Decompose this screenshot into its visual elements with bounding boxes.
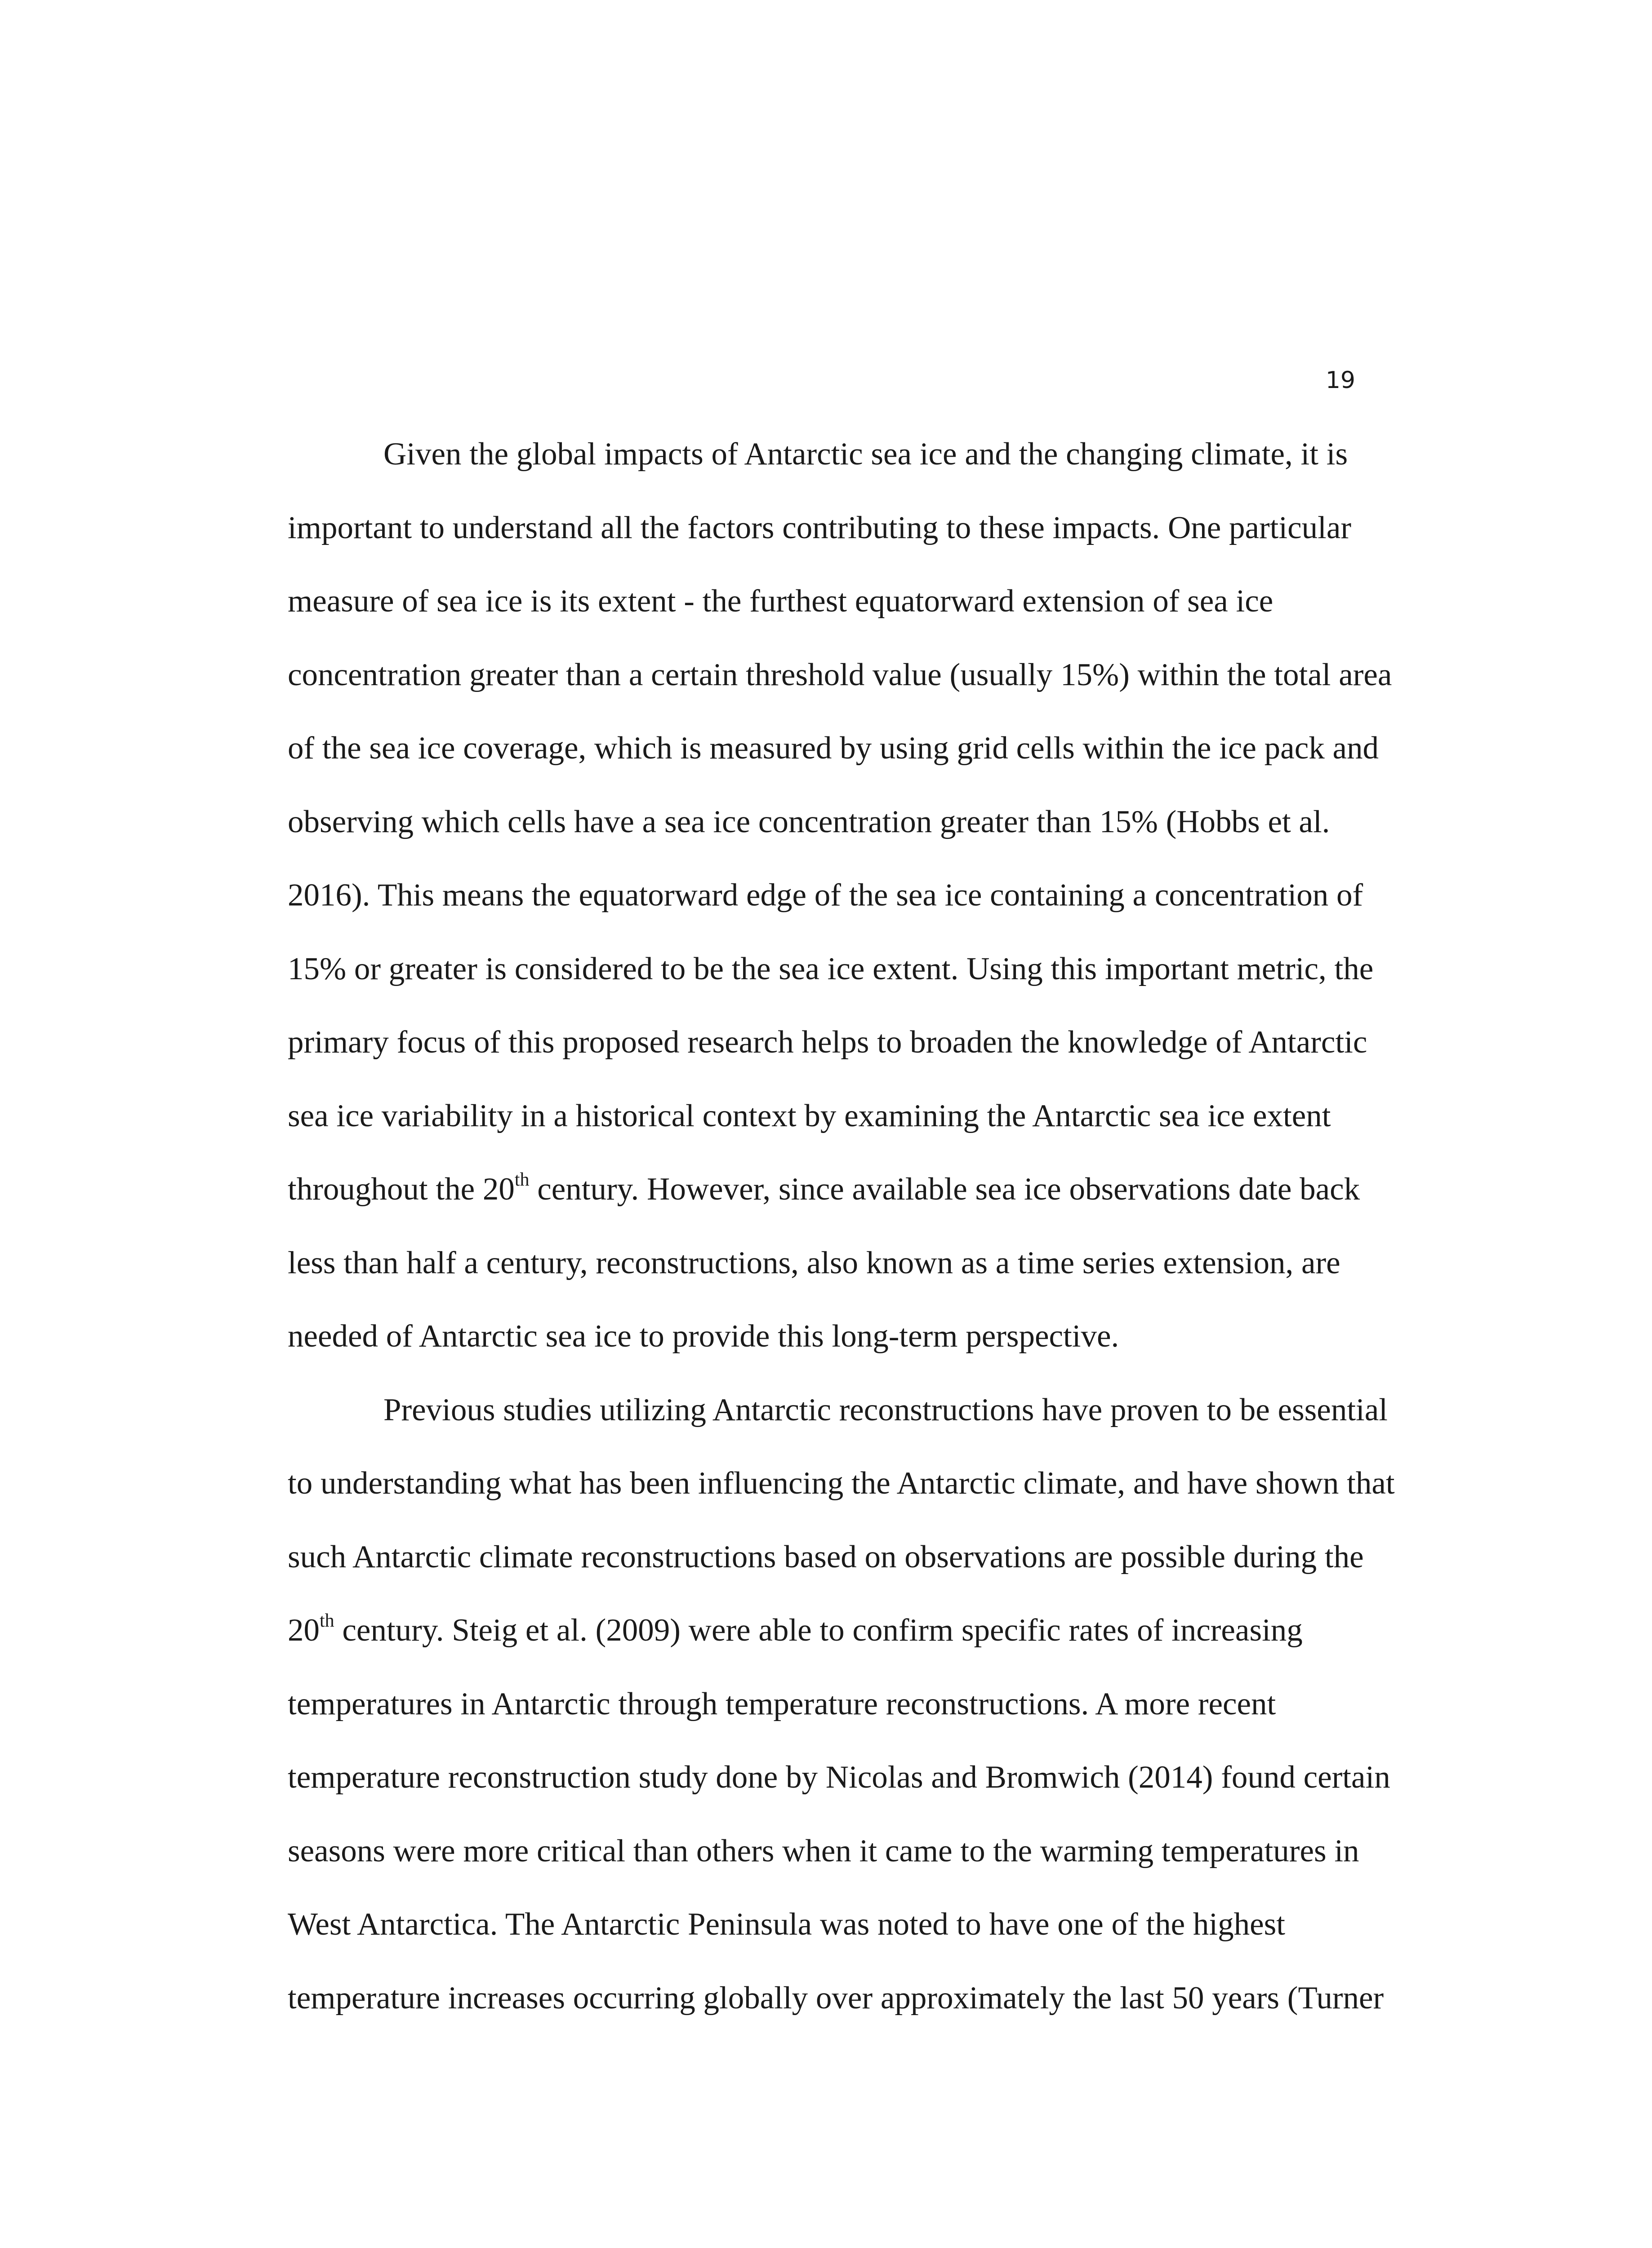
body-text	[288, 434, 1403, 2051]
text-line: less than half a century, reconstructions, also known as a time series extension, are	[288, 1245, 1340, 1280]
text-line: temperature increases occurring globally over approximately the last 50 years (Turner	[288, 1980, 1384, 2016]
text-line: needed of Antarctic sea ice to provide this long-term perspective.	[288, 1319, 1119, 1354]
paragraph-2	[288, 1390, 1403, 2052]
text-line	[288, 1169, 1403, 1243]
text-line: important to understand all the factors contributing to these impacts. One particular	[288, 510, 1351, 545]
text-line: 2016). This means the equatorward edge of the sea ice containing a concentration of	[288, 878, 1363, 913]
page-number: 19	[1325, 367, 1355, 394]
superscript: th	[320, 1610, 334, 1632]
text-run: throughout the 20	[288, 1172, 515, 1207]
text-line: sea ice variability in a historical context by examining the Antarctic sea ice extent	[288, 1098, 1331, 1133]
text-line: temperatures in Antarctic through temperature reconstructions. A more recent	[288, 1686, 1276, 1722]
text-line: of the sea ice coverage, which is measured by using grid cells within the ice pack and	[288, 731, 1379, 766]
paragraph-1	[288, 434, 1403, 1390]
text-line: primary focus of this proposed research helps to broaden the knowledge of Antarctic	[288, 1025, 1367, 1060]
text-line: West Antarctica. The Antarctic Peninsula was noted to have one of the highest	[288, 1907, 1285, 1942]
text-line: observing which cells have a sea ice concentration greater than 15% (Hobbs et al.	[288, 804, 1330, 839]
text-line: concentration greater than a certain threshold value (usually 15%) within the total area	[288, 657, 1392, 692]
text-run: century. However, since available sea ice observations date back	[529, 1172, 1360, 1207]
text-run: century. Steig et al. (2009) were able to confirm specific rates of increasing	[334, 1613, 1303, 1648]
text-line: measure of sea ice is its extent - the furthest equatorward extension of sea ice	[288, 584, 1274, 619]
text-line: Previous studies utilizing Antarctic reconstructions have proven to be essential	[383, 1392, 1388, 1427]
text-line	[288, 1610, 1403, 1684]
text-line: Given the global impacts of Antarctic sea ice and the changing climate, it is	[383, 437, 1348, 472]
text-line: such Antarctic climate reconstructions based on observations are possible during the	[288, 1539, 1364, 1574]
text-line: 15% or greater is considered to be the sea ice extent. Using this important metric, the	[288, 951, 1374, 986]
text-line: seasons were more critical than others when it came to the warming temperatures in	[288, 1833, 1359, 1869]
text-line: temperature reconstruction study done by Nicolas and Bromwich (2014) found certain	[288, 1760, 1390, 1795]
text-run: 20	[288, 1613, 320, 1648]
superscript: th	[514, 1169, 530, 1191]
text-line: to understanding what has been influencing the Antarctic climate, and have shown that	[288, 1466, 1395, 1501]
